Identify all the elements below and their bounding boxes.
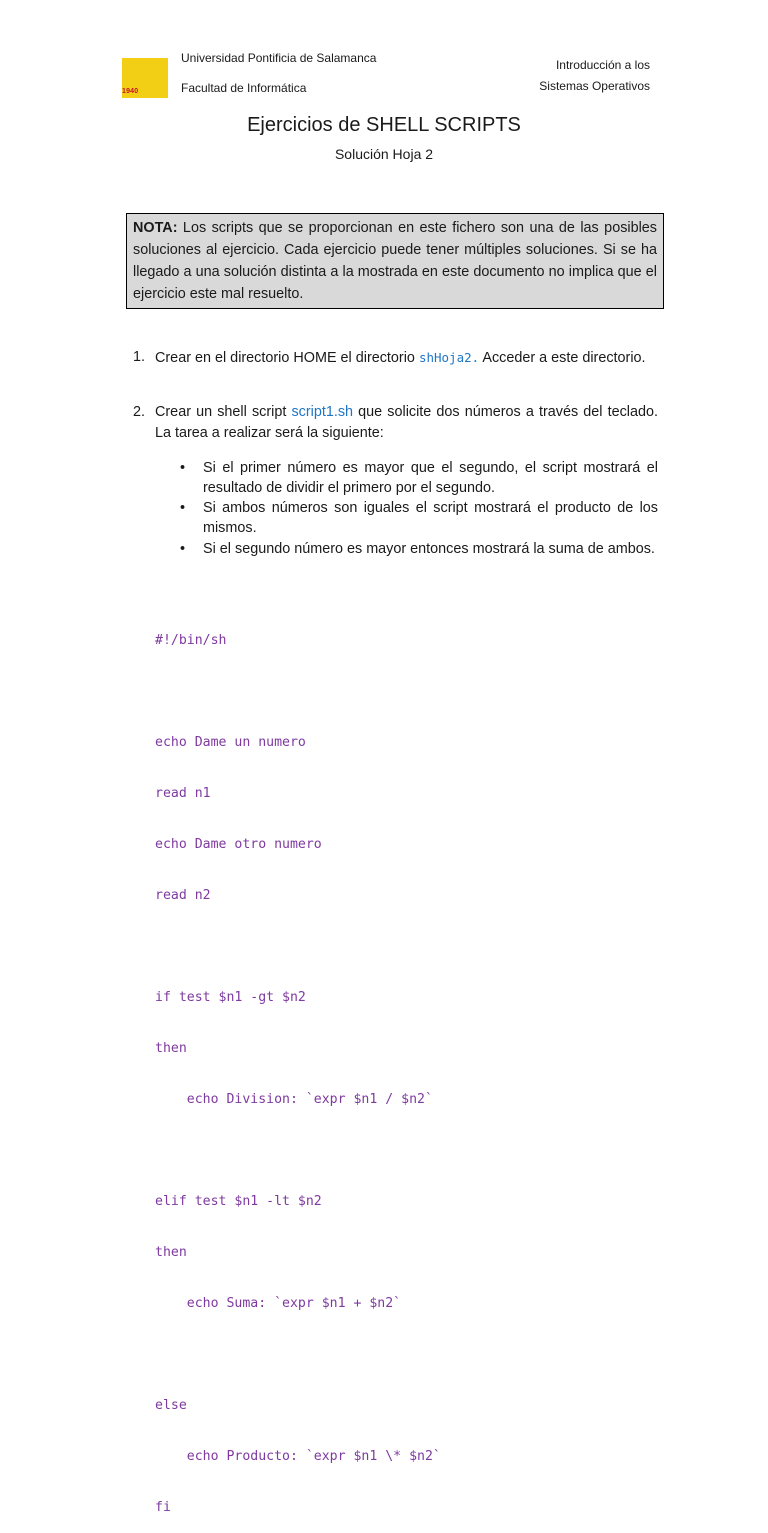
code-line: then bbox=[155, 1245, 187, 1260]
note-box bbox=[126, 213, 664, 309]
code-line: read n1 bbox=[155, 786, 211, 801]
document-subtitle: Solución Hoja 2 bbox=[334, 146, 434, 162]
code-line: echo Dame otro numero bbox=[155, 837, 322, 852]
exercise-2-before: Crear un shell script bbox=[155, 404, 292, 420]
code-line: elif test $n1 -lt $n2 bbox=[155, 1194, 322, 1209]
exercise-2-after: que solicite dos números a través del teclado. La tarea a realizar será la siguiente: bbox=[155, 404, 658, 441]
code-line bbox=[155, 938, 441, 955]
bullet-item: Si el segundo número es mayor entonces mostrará la suma de ambos. bbox=[203, 541, 655, 557]
bullet-item: Si el primer número es mayor que el segundo, el script mostrará el resultado de dividir el primero por el segundo. bbox=[203, 460, 658, 496]
code-line: else bbox=[155, 1398, 187, 1413]
bullet-dot-icon: • bbox=[180, 541, 186, 557]
note-label: NOTA: bbox=[133, 220, 178, 236]
exercise-1-before: Crear en el directorio HOME el directorio bbox=[155, 350, 419, 366]
university-logo bbox=[122, 58, 168, 98]
note-text: Los scripts que se proporcionan en este fichero son una de las posibles soluciones al ejercicio. Cada ejercicio puede tener múltiples soluciones. Si se ha llegado a una solución distinta a la mostrada en este documento no implica que el ejercicio este mal resuelto. bbox=[133, 220, 657, 302]
bullet-dot-icon: • bbox=[180, 500, 186, 516]
university-name: Universidad Pontificia de Salamanca bbox=[181, 51, 377, 65]
code-block bbox=[155, 598, 441, 1533]
exercise-2-number: 2. bbox=[133, 404, 146, 420]
code-line: then bbox=[155, 1041, 187, 1056]
code-line: if test $n1 -gt $n2 bbox=[155, 990, 306, 1005]
code-line bbox=[155, 1346, 441, 1363]
bullet-dot-icon: • bbox=[180, 460, 186, 476]
code-line bbox=[155, 683, 441, 700]
faculty-name: Facultad de Informática bbox=[181, 81, 307, 95]
exercise-1-text bbox=[155, 347, 658, 369]
directory-name-highlight: shHoja2. bbox=[418, 350, 480, 365]
code-line: echo Suma: `expr $n1 + $n2` bbox=[155, 1296, 402, 1311]
code-line: echo Division: `expr $n1 / $n2` bbox=[155, 1092, 433, 1107]
code-line: read n2 bbox=[155, 888, 211, 903]
code-line: #!/bin/sh bbox=[155, 633, 227, 648]
code-line: echo Producto: `expr $n1 \* $n2` bbox=[155, 1449, 441, 1464]
bullet-item: Si ambos números son iguales el script mostrará el producto de los mismos. bbox=[203, 500, 658, 536]
document-title: Ejercicios de SHELL SCRIPTS bbox=[247, 114, 521, 136]
code-line: fi bbox=[155, 1500, 171, 1515]
exercise-1-after: Acceder a este directorio. bbox=[479, 350, 646, 366]
code-line bbox=[155, 1142, 441, 1159]
course-name-line2: Sistemas Operativos bbox=[539, 79, 650, 93]
script-name-highlight: script1.sh bbox=[291, 404, 354, 420]
code-line: echo Dame un numero bbox=[155, 735, 306, 750]
logo-text: 1940 bbox=[122, 88, 139, 95]
exercise-2-text bbox=[155, 402, 658, 444]
course-name-line1: Introducción a los bbox=[555, 58, 650, 72]
exercise-1-number: 1. bbox=[133, 349, 146, 365]
